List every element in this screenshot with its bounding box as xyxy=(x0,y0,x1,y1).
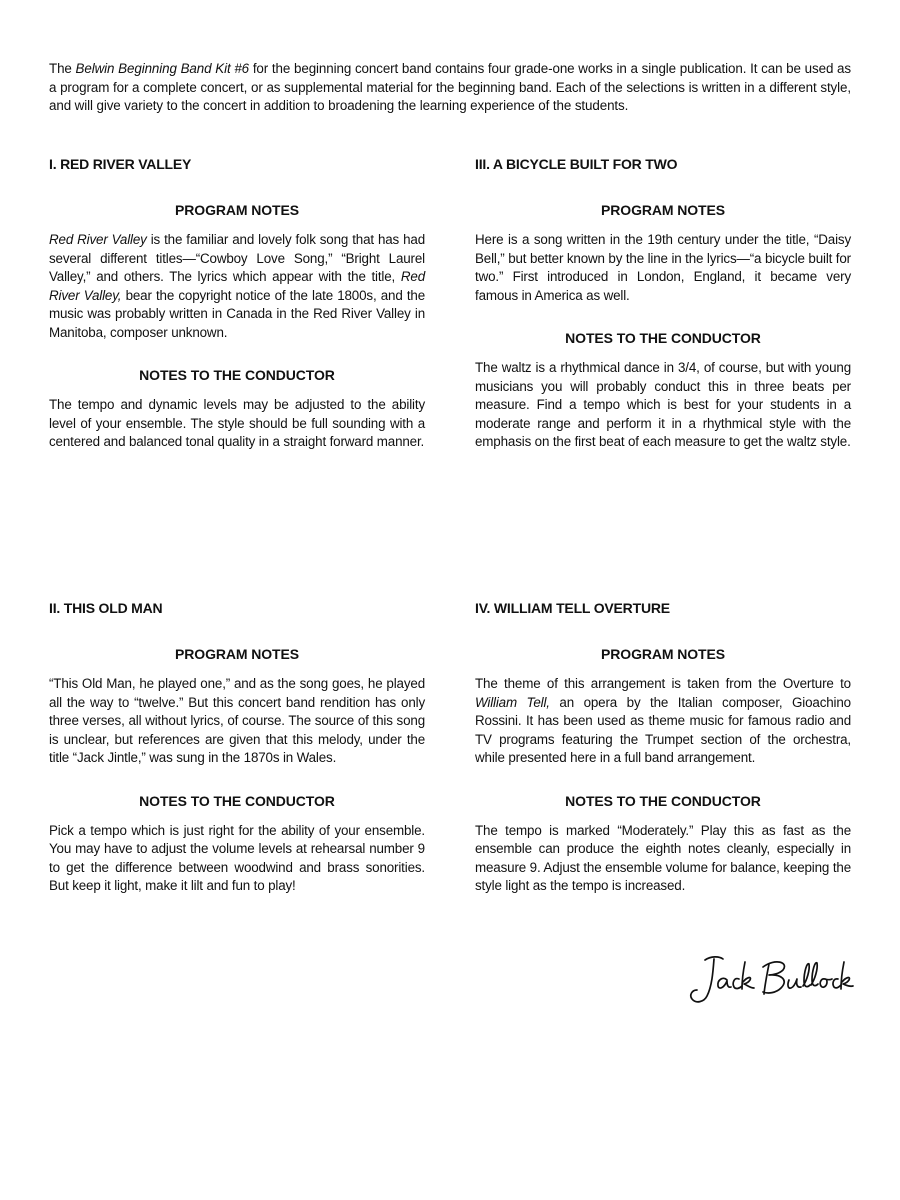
conductor-notes-text: Pick a tempo which is just right for the ability of your ensemble. You may have to adjust the volume levels at rehearsal number 9 to get the difference between woodwind and brass sonorities. But keep it light, make it lilt and fun to play! xyxy=(49,822,425,893)
signature xyxy=(683,950,855,1012)
program-notes-text: “This Old Man, he played one,” and as the song goes, he played all the way to “twelve.” But this concert band rendition has only three verses, all without lyrics, of course. The source of this song is unclear, but references are given that this melody, under the title “Jack Jintle,” was sung in the 1870s in Wales. xyxy=(49,676,425,765)
section-title: I. RED RIVER VALLEY xyxy=(49,156,192,172)
section-title: IV. WILLIAM TELL OVERTURE xyxy=(475,600,670,616)
conductor-notes-text: The tempo and dynamic levels may be adjusted to the ability level of your ensemble. The style should be full sounding with a centered and balanced tonal quality in a straight forward manner. xyxy=(49,397,425,449)
opera-title-italic: William Tell, xyxy=(475,694,550,710)
program-notes-heading: PROGRAM NOTES xyxy=(601,202,725,218)
section-red-river-valley xyxy=(49,155,425,452)
section-bicycle-built-for-two xyxy=(475,155,851,452)
program-text-part: The theme of this arrangement is taken from the Overture to xyxy=(475,676,851,691)
song-title-italic: Red River Valley, xyxy=(49,269,425,303)
intro-paragraph xyxy=(49,60,851,116)
song-title-italic: Red River Valley xyxy=(49,232,147,247)
intro-text: for the beginning concert band contains four grade-one works in a single publication. It can be used as a program for a complete concert, or as supplemental material for the beginning band. Each of the selections is written in a different style, and will give variety to the concert in addition to broadening the learning experience of the students. xyxy=(49,61,851,114)
conductor-notes-heading: NOTES TO THE CONDUCTOR xyxy=(565,330,761,346)
program-notes-text: Here is a song written in the 19th century under the title, “Daisy Bell,” but better known by the line in the lyrics—“a bicycle built for two.” First introduced in London, England, it became very famous in America as well. xyxy=(475,232,851,303)
program-notes-text xyxy=(49,231,425,342)
program-text-part: an opera by the Italian composer, Gioachino Rossini. It has been used as theme music for famous radio and TV programs featuring the Trumpet section of the orchestra, while presented here in a full band arrangement. xyxy=(475,694,851,765)
program-notes-text xyxy=(475,675,851,768)
section-this-old-man xyxy=(49,599,425,896)
conductor-notes-heading: NOTES TO THE CONDUCTOR xyxy=(139,792,335,809)
section-title: III. A BICYCLE BUILT FOR TWO xyxy=(475,156,678,172)
section-william-tell-overture xyxy=(475,599,851,896)
program-notes-heading: PROGRAM NOTES xyxy=(601,646,725,662)
intro-kit-title: Belwin Beginning Band Kit #6 xyxy=(75,61,250,77)
program-text-part: bear the copyright notice of the late 1800s, and the music was probably written in Canada in the Red River Valley in Manitoba, composer unknown. xyxy=(49,287,425,340)
conductor-notes-heading: NOTES TO THE CONDUCTOR xyxy=(139,367,335,383)
conductor-notes-text: The tempo is marked “Moderately.” Play this as fast as the ensemble can produce the eighth notes cleanly, especially in measure 9. Adjust the ensemble volume for balance, keeping the style light as the tempo is increased. xyxy=(475,822,851,893)
conductor-notes-text: The waltz is a rhythmical dance in 3/4, of course, but with young musicians you will probably conduct this in three beats per measure. Find a tempo which is best for your students in a moderate range and perform it in a rhythmical style with the emphasis on the first beat of each measure to get the waltz style. xyxy=(475,360,851,449)
program-text-part: is the familiar and lovely folk song that has had several different titles—“Cowboy Love Song,” “Bright Laurel Valley,” and others. The lyrics which appear with the title, xyxy=(49,232,425,284)
program-notes-heading: PROGRAM NOTES xyxy=(175,202,299,218)
program-notes-heading: PROGRAM NOTES xyxy=(175,646,299,662)
section-title: II. THIS OLD MAN xyxy=(49,600,163,616)
intro-prefix: The xyxy=(49,61,76,77)
conductor-notes-heading: NOTES TO THE CONDUCTOR xyxy=(565,792,761,809)
